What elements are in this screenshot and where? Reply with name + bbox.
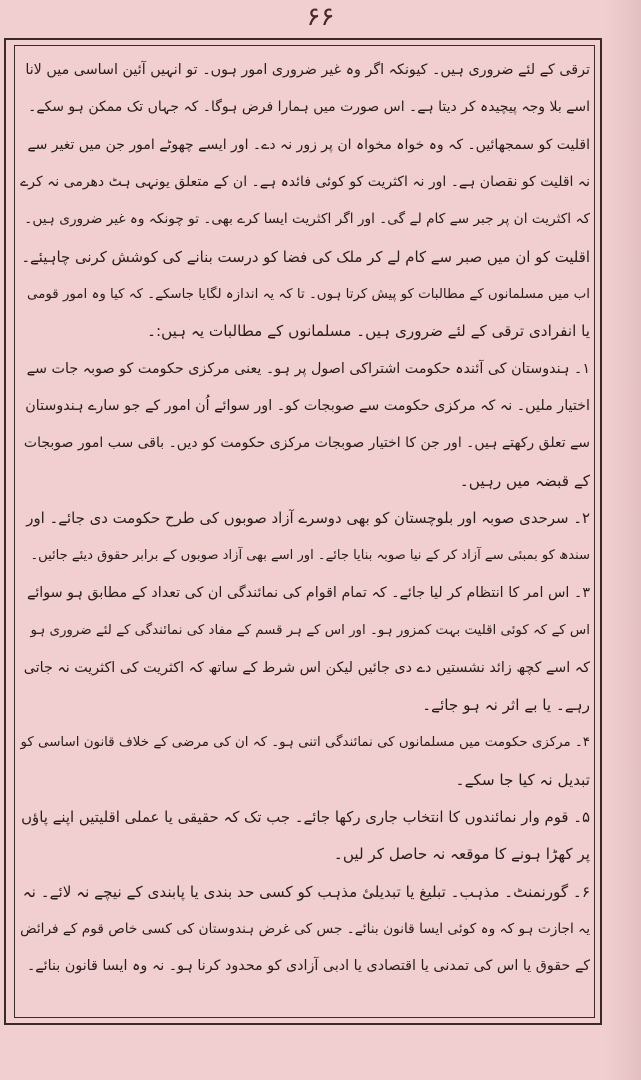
text-line: تبدیل نہ کیا جا سکے۔ [455,770,590,789]
text-line: یہ اجازت ہو کہ وہ کوئی ایسا قانون بنائے۔ جس کی غرض ہندوستان کی کسی خاص قوم کے فرائض [20,920,590,937]
text-line: اقلیت کو سمجھائیں۔ کہ وہ خواہ مخواہ ان پر زور نہ دے۔ اور ایسے چھوٹے امور جن میں تغیر سے [27,136,590,153]
text-line: اقلیت کو ان میں صبر سے کام لے کر ملک کی فضا کو درست بنانے کی کوشش کرنی چاہیئے۔ [21,247,590,266]
text-line: نہ اقلیت کو نقصان ہے۔ اور نہ اکثریت کو کوئی فائدہ ہے۔ ان کے متعلق یونہی ہٹ دھرمی نہ کرے [20,174,590,191]
text-line: سے تعلق رکھتے ہیں۔ اور جن کا اختیار صوبجات مرکزی حکومت کو دیں۔ باقی سب امور صوبجات [23,435,590,452]
page-number: ۶۶ [306,2,335,32]
page-gutter-shadow [605,0,641,1080]
urdu-text-body [20,52,590,986]
text-line: ۱۔ ہندوستان کی آئندہ حکومت اشتراکی اصول پر ہو۔ یعنی مرکزی حکومت کو صوبہ جات سے [26,360,590,377]
text-line: اختیار ملیں۔ نہ کہ مرکزی حکومت سے صوبجات کو۔ اور سوائے اُن امور کے جو سارے ہندوستان [25,398,590,415]
text-line: کے قبضہ میں رہیں۔ [459,471,590,490]
page-border [4,38,602,1025]
text-line: کے حقوق یا اس کی تمدنی یا اقتصادی یا ادبی آزادی کو محدود کرنا ہو۔ نہ وہ ایسا قانون بنائے۔ [26,958,590,975]
text-line: کہ اسے کچھ زائد نشستیں دے دی جائیں لیکن اس شرط کے ساتھ کہ اکثریت کی اکثریت نہ جاتی [23,659,590,676]
text-line: سندھ کو بمبئی سے آزاد کر کے نیا صوبہ بنایا جائے۔ اور اسے بھی آزاد صوبوں کے برابر حقوق دیئے جائیں۔ [30,548,590,564]
text-line: ۶۔ گورنمنٹ۔ مذہب۔ تبلیغ یا تبدیلیٔ مذہب کو کسی حد بندی یا پابندی کے نیچے نہ لائے۔ نہ [22,882,590,901]
text-line: یا انفرادی ترقی کے لئے ضروری ہیں۔ مسلمانوں کے مطالبات یہ ہیں:۔ [147,322,590,341]
text-line: اب میں مسلمانوں کے مطالبات کو پیش کرتا ہوں۔ تا کہ یہ اندازہ لگایا جاسکے۔ کہ کیا وہ امور قومی [27,287,590,303]
text-line: ۴۔ مرکزی حکومت میں مسلمانوں کی نمائندگی اتنی ہو۔ کہ ان کی مرضی کے خلاف قانون اساسی کو [20,735,590,751]
text-line: ترقی کے لئے ضروری ہیں۔ کیونکہ اگر وہ غیر ضروری امور ہوں۔ تو انہیں آئین اساسی میں لانا [25,62,590,78]
text-line: ۵۔ قوم وار نمائندوں کا انتخاب جاری رکھا جائے۔ جب تک کہ حقیقی یا عملی اقلیتیں اپنے پاؤں [21,807,590,826]
text-line: کہ اکثریت ان پر جبر سے کام لے گی۔ اور اگر اکثریت ایسا کرے بھی۔ تو چونکہ وہ غیر ضروری ہیں۔ [24,211,590,228]
text-line: رہے۔ یا بے اثر نہ ہو جائے۔ [422,695,590,714]
text-line: اسے بلا وجہ پیچیدہ کر دیتا ہے۔ اس صورت میں ہمارا فرض ہوگا۔ کہ جہاں تک ممکن ہو سکے۔ [28,99,590,116]
text-line: ۳۔ اس امر کا انتظام کر لیا جائے۔ کہ تمام اقوام کی نمائندگی ان کی تعداد کے مطابق ہو سوائے [26,584,590,601]
text-line: اس کے کہ کوئی اقلیت بہت کمزور ہو۔ اور اس کے ہر قسم کے مفاد کی نمائندگی کے لئے ضروری ہو [30,623,590,639]
text-line: پر کھڑا ہونے کا موقعہ نہ حاصل کر لیں۔ [333,845,590,864]
text-line: ۲۔ سرحدی صوبہ اور بلوچستان کو بھی دوسرے آزاد صوبوں کی طرح حکومت دی جائے۔ اور [26,509,590,528]
